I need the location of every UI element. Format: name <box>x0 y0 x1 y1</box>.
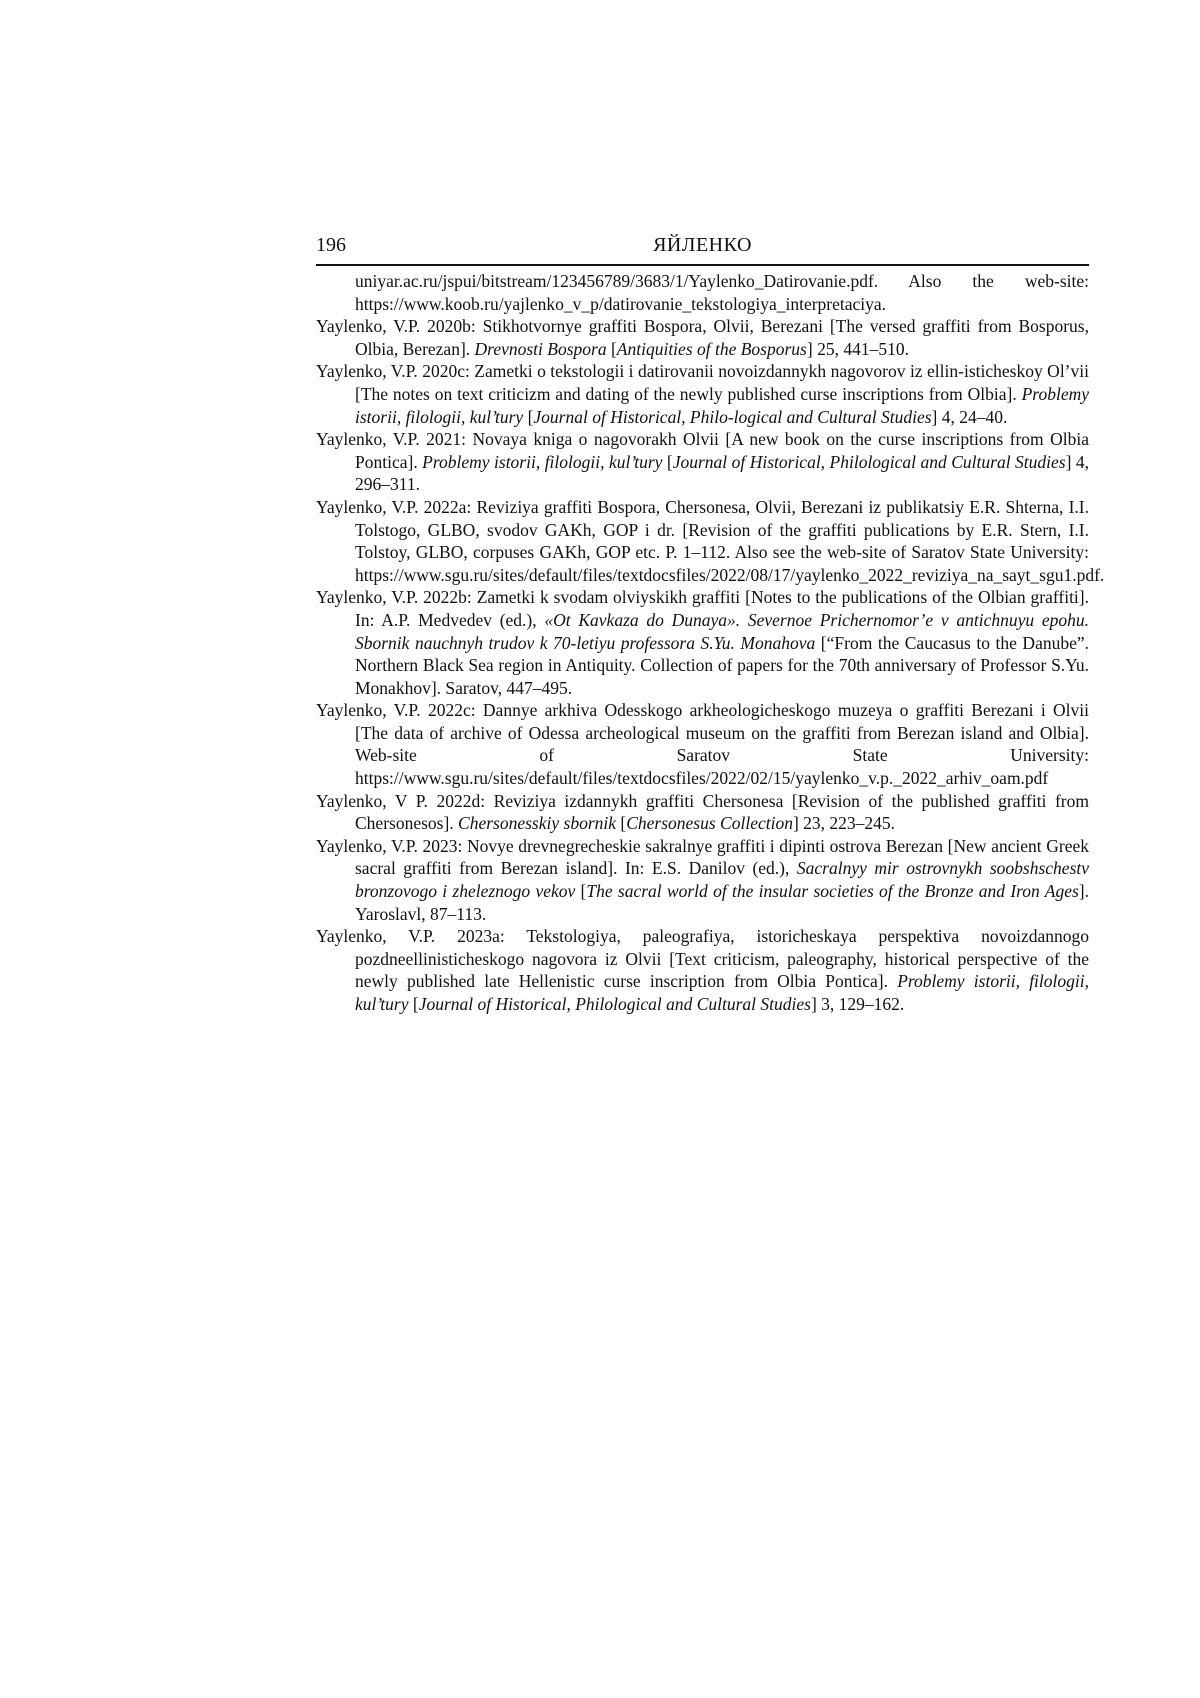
reference-text: [ <box>575 881 587 902</box>
reference-text: Yaylenko, V.P. 2023a: Tekstologiya, paleografiya, istoricheskaya perspektiva novoizdannogo pozdneellinisticheskogo nagovora iz Olvii [Text criticism, paleography, historical perspective of the newly published late Hellenistic curse inscription from Olbia Pontica]. <box>316 926 1089 992</box>
page-header <box>316 230 1089 266</box>
reference-text: [ <box>662 451 673 472</box>
reference-italic-text: Drevnosti Bospora <box>474 338 607 359</box>
reference-italic-text: Chersonesus Collection <box>626 813 793 834</box>
reference-italic-text: Journal of Historical, Philological and Cultural Studies <box>672 451 1066 472</box>
page-number: 196 <box>316 234 346 256</box>
reference-entry <box>316 360 1089 428</box>
reference-list <box>316 270 1105 1016</box>
reference-text: Yaylenko, V.P. 2020b: Stikhotvornye graffiti Bospora, Olvii, Berezani [The versed graffiti from Bosporus, Olbia, Berezan]. <box>316 316 1089 359</box>
reference-entry <box>316 699 1089 789</box>
reference-entry <box>316 586 1089 699</box>
reference-italic-text: Journal of Historical, Philo-logical and Cultural Studies <box>533 406 932 427</box>
reference-italic-text: Problemy istorii, filologii, kul’tury <box>355 383 1089 427</box>
reference-text: Yaylenko, V.P. 2020c: Zametki o tekstologii i datirovanii novoizdannykh nagovorov iz ellin-isticheskoy Ol’vii [The notes on text criticizm and dating of the newly published curse inscriptions from Olbia]. <box>316 361 1089 404</box>
reference-text: [ <box>523 406 534 427</box>
reference-entry <box>316 315 1089 360</box>
reference-text: ] 4, 24–40. <box>931 406 1008 427</box>
reference-text: [ <box>616 813 627 834</box>
reference-italic-text: Problemy istorii, filologii, kul’tury <box>355 971 1089 1014</box>
reference-italic-text: Sacralnyy mir ostrovnykh soobshschestv bronzovogo i zheleznogo vekov <box>355 858 1090 902</box>
reference-italic-text: Problemy istorii, filologii, kul’tury <box>422 451 663 472</box>
reference-text: uniyar.ac.ru/jspui/bitstream/123456789/3683/1/Yaylenko_Datirovanie.pdf. Also the web-site: https://www.koob.ru/yajlenko_v_p/datirovanie_tekstologiya_interpretaciya. <box>355 271 1089 314</box>
reference-entry <box>316 496 1105 586</box>
reference-entry <box>316 428 1089 496</box>
reference-text: Yaylenko, V.P. 2022c: Dannye arkhiva Odesskogo arkheologicheskogo muzeya o graffiti Berezani i Olvii [The data of archive of Odessa archeological museum on the graffiti from Berezan island and Olbia]. Web-site of Saratov State University: https://www.sgu.ru/sites/default/files/textdocsfiles/2022/02/15/yaylenko_v.p._2022_arhiv_oam.pdf <box>316 700 1089 789</box>
reference-italic-text: The sacral world of the insular societies of the Bronze and Iron Ages <box>586 881 1079 902</box>
reference-text: Yaylenko, V P. 2022d: Reviziya izdannykh graffiti Chersonesa [Revision of the published graffiti from Chersonesos]. <box>316 790 1089 834</box>
reference-text: ]. Yaroslavl, 87–113. <box>355 881 1089 924</box>
reference-entry <box>316 270 1089 315</box>
reference-italic-text: Journal of Historical, Philological and Cultural Studies <box>418 994 811 1014</box>
reference-italic-text: «Ot Kavkaza do Dunaya». Severnoe Prichernomor’e v antichnuyu epohu. Sbornik nauchnyh trudov k 70-letiyu professora S.Yu. Monahova <box>355 609 1089 653</box>
reference-italic-text: Antiquities of the Bosporus <box>616 338 807 359</box>
reference-text: ] 25, 441–510. <box>806 338 909 359</box>
reference-text: Yaylenko, V.P. 2022a: Reviziya graffiti Bospora, Chersonesa, Olvii, Berezani iz publikatsiy E.R. Shterna, I.I. Tolstogo, GLBO, svodov GAKh, GOP i dr. [Revision of the graffiti publications by E.R. Stern, I.I. Tolstoy, GLBO, corpuses GAKh, GOP etc. P. 1–112. Also see the web-site of Saratov State University: https://www.sgu.ru/sites/default/files/textdocsfiles/2022/08/17/yaylenko_2022_reviziya_na_sayt_sgu1.pdf. <box>316 496 1105 585</box>
reference-italic-text: Chersonesskiy sbornik <box>458 813 617 834</box>
running-head: ЯЙЛЕНКО <box>653 234 752 256</box>
reference-entry <box>316 790 1089 835</box>
reference-text: [“From the Caucasus to the Danube”. Northern Black Sea region in Antiquity. Collection of papers for the 70th anniversary of Professor S.Yu. Monakhov]. Saratov, 447–495. <box>355 632 1089 698</box>
reference-text: Yaylenko, V.P. 2023: Novye drevnegrecheskie sakralnye graffiti i dipinti ostrova Berezan [New ancient Greek sacral graffiti from Berezan island]. In: E.S. Danilov (ed.), <box>316 835 1089 879</box>
reference-text: ] 3, 129–162. <box>810 994 905 1014</box>
reference-text: Yaylenko, V.P. 2021: Novaya kniga o nagovorakh Olvii [A new book on the curse inscriptions from Olbia Pontica]. <box>316 429 1089 472</box>
reference-text: [ <box>408 994 419 1014</box>
reference-text: Yaylenko, V.P. 2022b: Zametki k svodam olviyskikh graffiti [Notes to the publications of the Olbian graffiti]. In: A.P. Medvedev (ed.), <box>316 587 1089 630</box>
reference-text: ] 23, 223–245. <box>792 813 896 834</box>
reference-text: [ <box>606 338 617 359</box>
reference-entry <box>316 925 1089 1015</box>
reference-entry <box>316 835 1089 925</box>
reference-text: ] 4, 296–311. <box>355 451 1089 495</box>
